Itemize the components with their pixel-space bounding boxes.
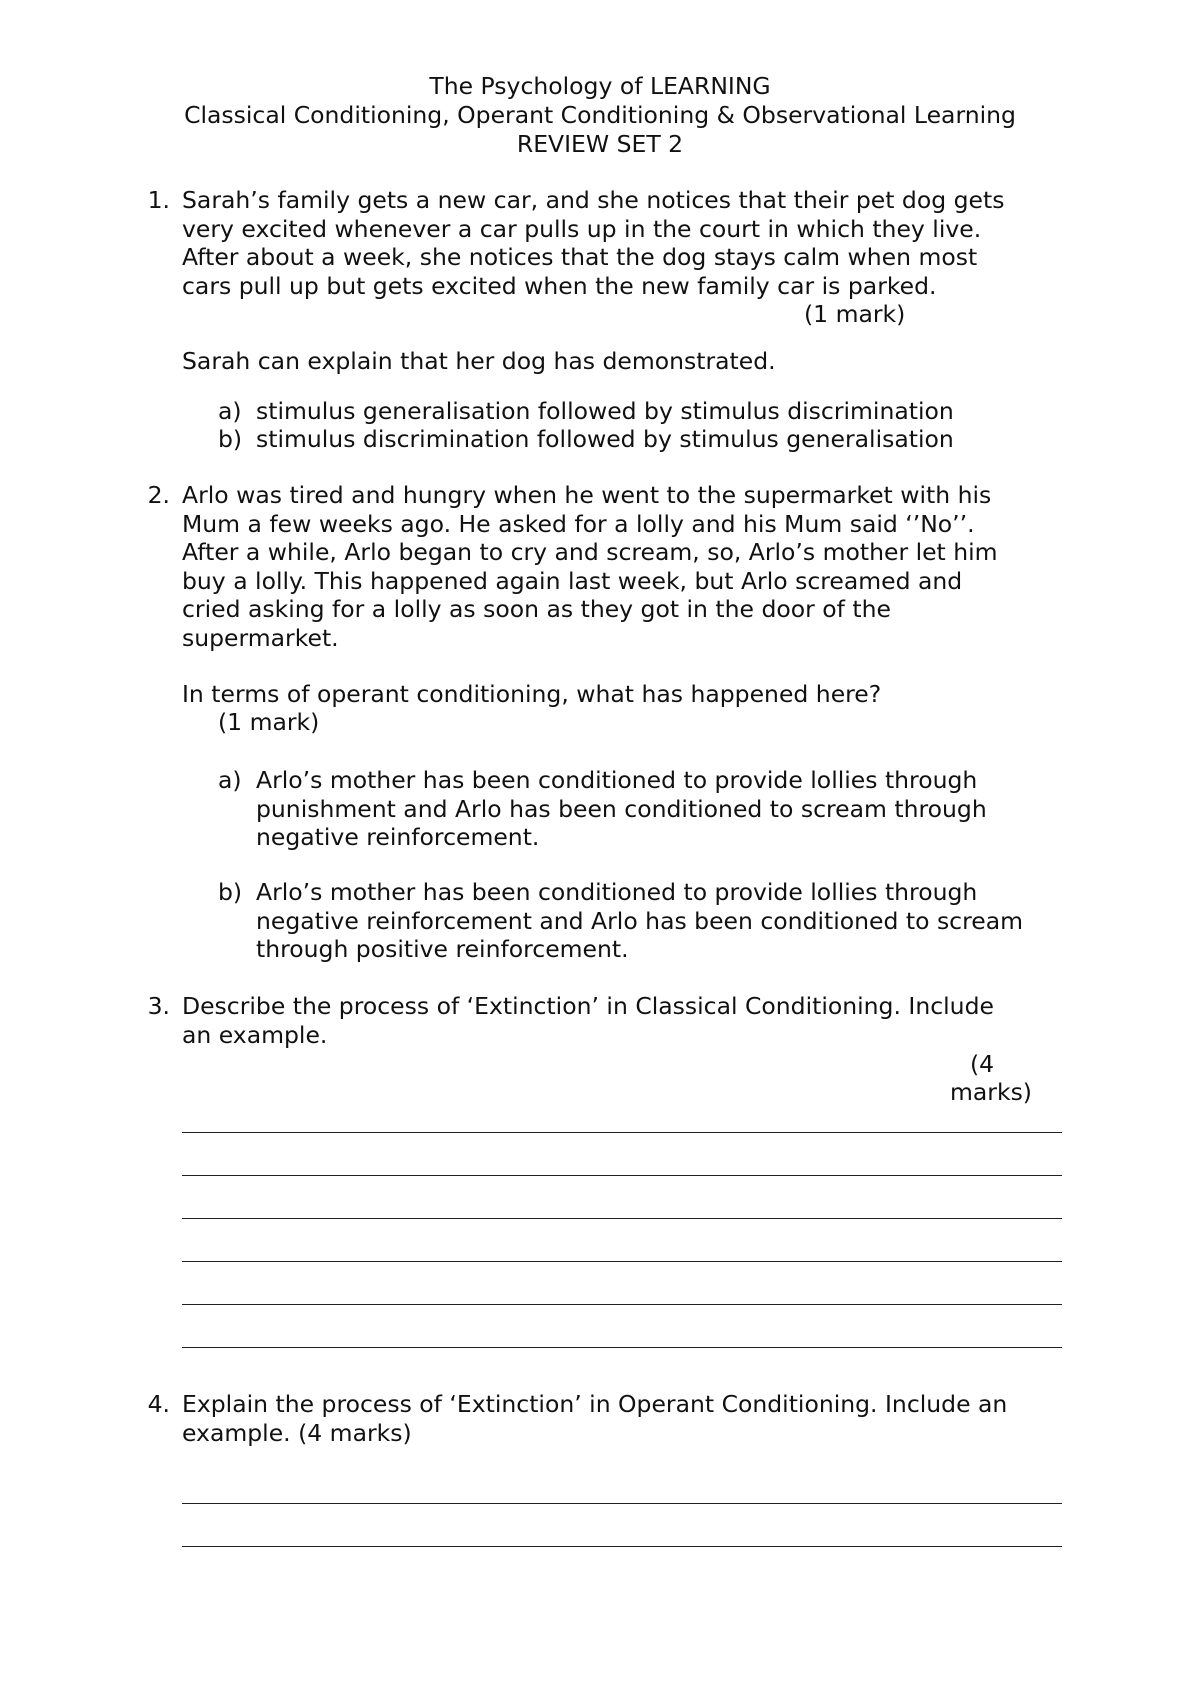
answer-line[interactable]	[182, 1175, 1062, 1176]
answer-line[interactable]	[182, 1132, 1062, 1133]
question-1-option-b: stimulus discrimination followed by stimulus generalisation	[256, 425, 954, 453]
question-2-line: supermarket.	[182, 623, 339, 652]
question-2-option-b-letter: b)	[218, 878, 243, 906]
question-4-text	[182, 1390, 1062, 1447]
question-3-line: an example.	[182, 1020, 328, 1049]
question-2-option-a-letter: a)	[218, 766, 242, 794]
answer-line[interactable]	[182, 1218, 1062, 1219]
option-b-line: Arlo’s mother has been conditioned to provide lollies through	[256, 878, 978, 906]
question-1-line: After about a week, she notices that the dog stays calm when most	[182, 243, 978, 271]
question-4-number: 4.	[147, 1390, 170, 1418]
question-3-number: 3.	[147, 992, 170, 1020]
question-2-line: Mum a few weeks ago. He asked for a lolly and his Mum said ‘’No’’.	[182, 509, 975, 538]
question-4-line: Explain the process of ‘Extinction’ in Operant Conditioning. Include an	[182, 1390, 1008, 1418]
answer-line[interactable]	[182, 1261, 1062, 1262]
review-set-label: REVIEW SET 2	[516, 130, 684, 158]
question-3-line: Describe the process of ‘Extinction’ in Classical Conditioning. Include	[182, 992, 994, 1020]
question-3-marks-line-1: (4	[970, 1050, 995, 1078]
option-b-line: negative reinforcement and Arlo has been conditioned to scream	[256, 906, 1023, 935]
question-2-option-a	[256, 766, 1076, 852]
question-1-text	[182, 186, 1062, 300]
question-4-line: example. (4 marks)	[182, 1418, 412, 1447]
question-2-line: buy a lolly. This happened again last week, but Arlo screamed and	[182, 566, 963, 595]
question-1-marks: (1 mark)	[804, 300, 906, 328]
question-1-option-a: stimulus generalisation followed by stimulus discrimination	[256, 397, 954, 425]
question-1-line: cars pull up but gets excited when the new family car is parked.	[182, 271, 937, 300]
document-title: The Psychology of LEARNING	[429, 72, 771, 100]
question-2-number: 2.	[147, 481, 170, 509]
question-2-text	[182, 481, 1062, 652]
answer-line[interactable]	[182, 1347, 1062, 1348]
document-subtitle: Classical Conditioning, Operant Conditioning & Observational Learning	[184, 101, 1016, 129]
option-a-line: negative reinforcement.	[256, 823, 540, 851]
question-2-option-b	[256, 878, 1076, 964]
question-2-line: cried asking for a lolly as soon as they got in the door of the	[182, 595, 891, 623]
option-b-line: through positive reinforcement.	[256, 935, 629, 963]
question-2-prompt: In terms of operant conditioning, what has happened here?	[182, 680, 882, 708]
question-3-marks-line-2: marks)	[950, 1078, 1032, 1106]
question-1-line: Sarah’s family gets a new car, and she notices that their pet dog gets	[182, 186, 1005, 214]
question-1-option-a-letter: a)	[218, 397, 242, 425]
question-2-line: Arlo was tired and hungry when he went to the supermarket with his	[182, 481, 992, 509]
answer-line[interactable]	[182, 1546, 1062, 1547]
question-2-line: After a while, Arlo began to cry and scream, so, Arlo’s mother let him	[182, 538, 998, 566]
question-1-line: very excited whenever a car pulls up in the court in which they live.	[182, 214, 982, 243]
question-1-option-b-letter: b)	[218, 425, 243, 453]
question-2-marks: (1 mark)	[218, 708, 320, 736]
answer-line[interactable]	[182, 1503, 1062, 1504]
question-3-text	[182, 992, 1062, 1049]
option-a-line: Arlo’s mother has been conditioned to provide lollies through	[256, 766, 978, 794]
option-a-line: punishment and Arlo has been conditioned to scream through	[256, 794, 987, 823]
answer-line[interactable]	[182, 1304, 1062, 1305]
question-1-number: 1.	[147, 186, 170, 214]
question-1-prompt: Sarah can explain that her dog has demonstrated.	[182, 347, 776, 375]
